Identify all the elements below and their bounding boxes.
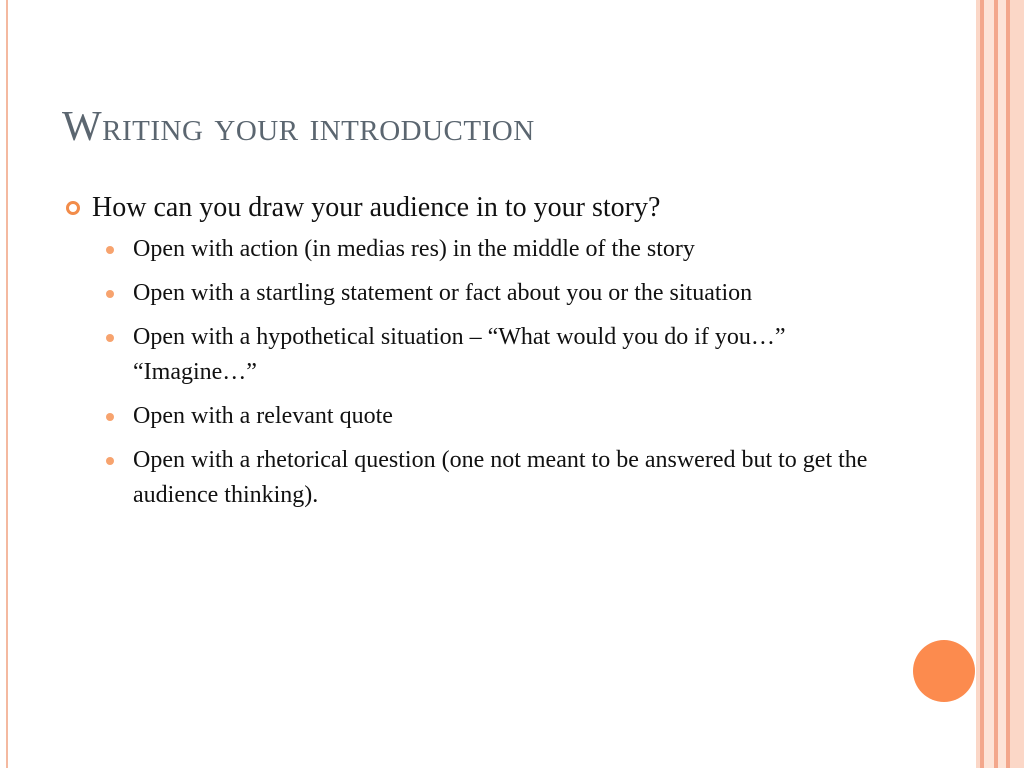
main-bullet-text: How can you draw your audience in to your story?: [92, 192, 661, 223]
sub-bullet-text: Open with a hypothetical situation – “What would you do if you…” “Imagine…”: [133, 324, 786, 385]
slide-content: [66, 188, 886, 522]
dot-bullet-icon: [106, 334, 114, 342]
decorative-circle: [913, 640, 975, 702]
dot-bullet-icon: [106, 290, 114, 298]
sub-bullet-item: [106, 276, 886, 311]
main-bullet-item: [66, 188, 886, 228]
dot-bullet-icon: [106, 413, 114, 421]
sub-bullet-item: [106, 232, 886, 267]
decorative-stripes: [976, 0, 1024, 768]
sub-bullet-item: [106, 399, 886, 434]
sub-bullet-item: [106, 320, 886, 390]
ring-bullet-icon: [66, 201, 80, 215]
sub-bullet-text: Open with a startling statement or fact about you or the situation: [133, 280, 753, 306]
sub-bullet-item: [106, 443, 886, 513]
sub-bullet-text: Open with a rhetorical question (one not meant to be answered but to get the audience thinking).: [133, 447, 868, 508]
sub-bullet-text: Open with a relevant quote: [133, 403, 393, 429]
left-border-line: [6, 0, 8, 768]
dot-bullet-icon: [106, 246, 114, 254]
sub-bullet-list: [106, 232, 886, 513]
sub-bullet-text: Open with action (in medias res) in the middle of the story: [133, 236, 695, 262]
dot-bullet-icon: [106, 457, 114, 465]
slide-title: Writing your introduction: [62, 104, 535, 150]
